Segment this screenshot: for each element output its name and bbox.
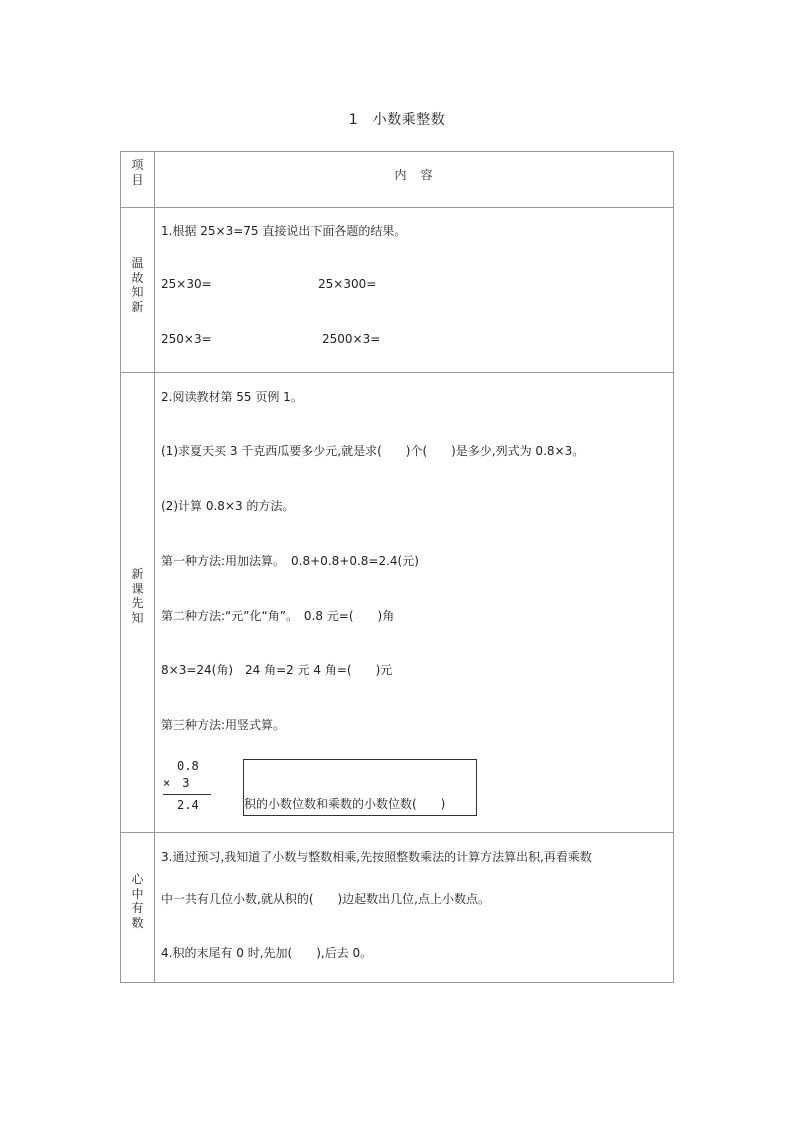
worksheet-table — [120, 151, 674, 983]
section-label-summary — [121, 872, 154, 930]
exercise-250x3: 250×3= — [161, 332, 212, 346]
section-label-char: 数 — [131, 915, 144, 930]
row-divider — [121, 207, 673, 208]
method-3: 第三种方法:用竖式算。 — [161, 718, 286, 732]
note-box — [243, 759, 477, 816]
page-title: 1 小数乘整数 — [348, 112, 446, 128]
question-4: 4.积的末尾有 0 时,先加( ),后去 0。 — [161, 946, 373, 960]
header-item-label — [121, 158, 154, 187]
section-label-char: 温 — [131, 256, 144, 270]
method-1: 第一种方法:用加法算。 0.8+0.8+0.8=2.4(元) — [161, 554, 419, 568]
question-2: 2.阅读教材第 55 页例 1。 — [161, 390, 303, 404]
section-label-char: 有 — [131, 901, 144, 915]
section-label-char: 新 — [131, 567, 144, 581]
exercise-2500x3: 2500×3= — [322, 332, 381, 346]
column-divider — [154, 152, 155, 982]
section-label-char: 心 — [131, 872, 144, 886]
header-content-label: 内容 — [394, 168, 447, 182]
vertical-calc-row-3: 2.4 — [177, 798, 199, 812]
vertical-calc-row-1: 0.8 — [177, 759, 199, 773]
section-label-char: 知 — [131, 285, 144, 299]
question-3-line-1: 3.通过预习,我知道了小数与整数相乘,先按照整数乘法的计算方法算出积,再看乘数 — [161, 850, 592, 864]
row-divider — [121, 832, 673, 833]
section-label-char: 先 — [131, 596, 144, 610]
question-3-line-2: 中一共有几位小数,就从积的( )边起数出几位,点上小数点。 — [161, 892, 490, 906]
section-label-preview — [121, 567, 154, 625]
section-label-char: 知 — [131, 610, 144, 625]
row-divider — [121, 372, 673, 373]
note-box-text: 积的小数位数和乘数的小数位数( ) — [244, 797, 446, 811]
question-1: 1.根据 25×3=75 直接说出下面各题的结果。 — [161, 224, 407, 238]
question-2-part-2: (2)计算 0.8×3 的方法。 — [161, 499, 295, 513]
exercise-25x30: 25×30= — [161, 277, 212, 291]
section-label-review — [121, 256, 154, 314]
header-item-char: 目 — [131, 172, 144, 187]
exercise-25x300: 25×300= — [318, 277, 377, 291]
question-2-part-1: (1)求夏天买 3 千克西瓜要多少元,就是求( )个( )是多少,列式为 0.8×3。 — [161, 444, 585, 458]
vertical-calc-rule — [163, 794, 211, 795]
method-2: 第二种方法:“元”化“角”。 0.8 元=( )角 — [161, 609, 395, 623]
section-label-char: 课 — [131, 581, 144, 596]
section-label-char: 新 — [131, 299, 144, 314]
section-label-char: 故 — [131, 270, 144, 285]
section-label-char: 中 — [131, 886, 144, 901]
vertical-calc-row-2: × 3 — [163, 776, 190, 790]
header-item-char: 项 — [131, 158, 144, 172]
method-2-continued: 8×3=24(角) 24 角=2 元 4 角=( )元 — [161, 663, 393, 677]
